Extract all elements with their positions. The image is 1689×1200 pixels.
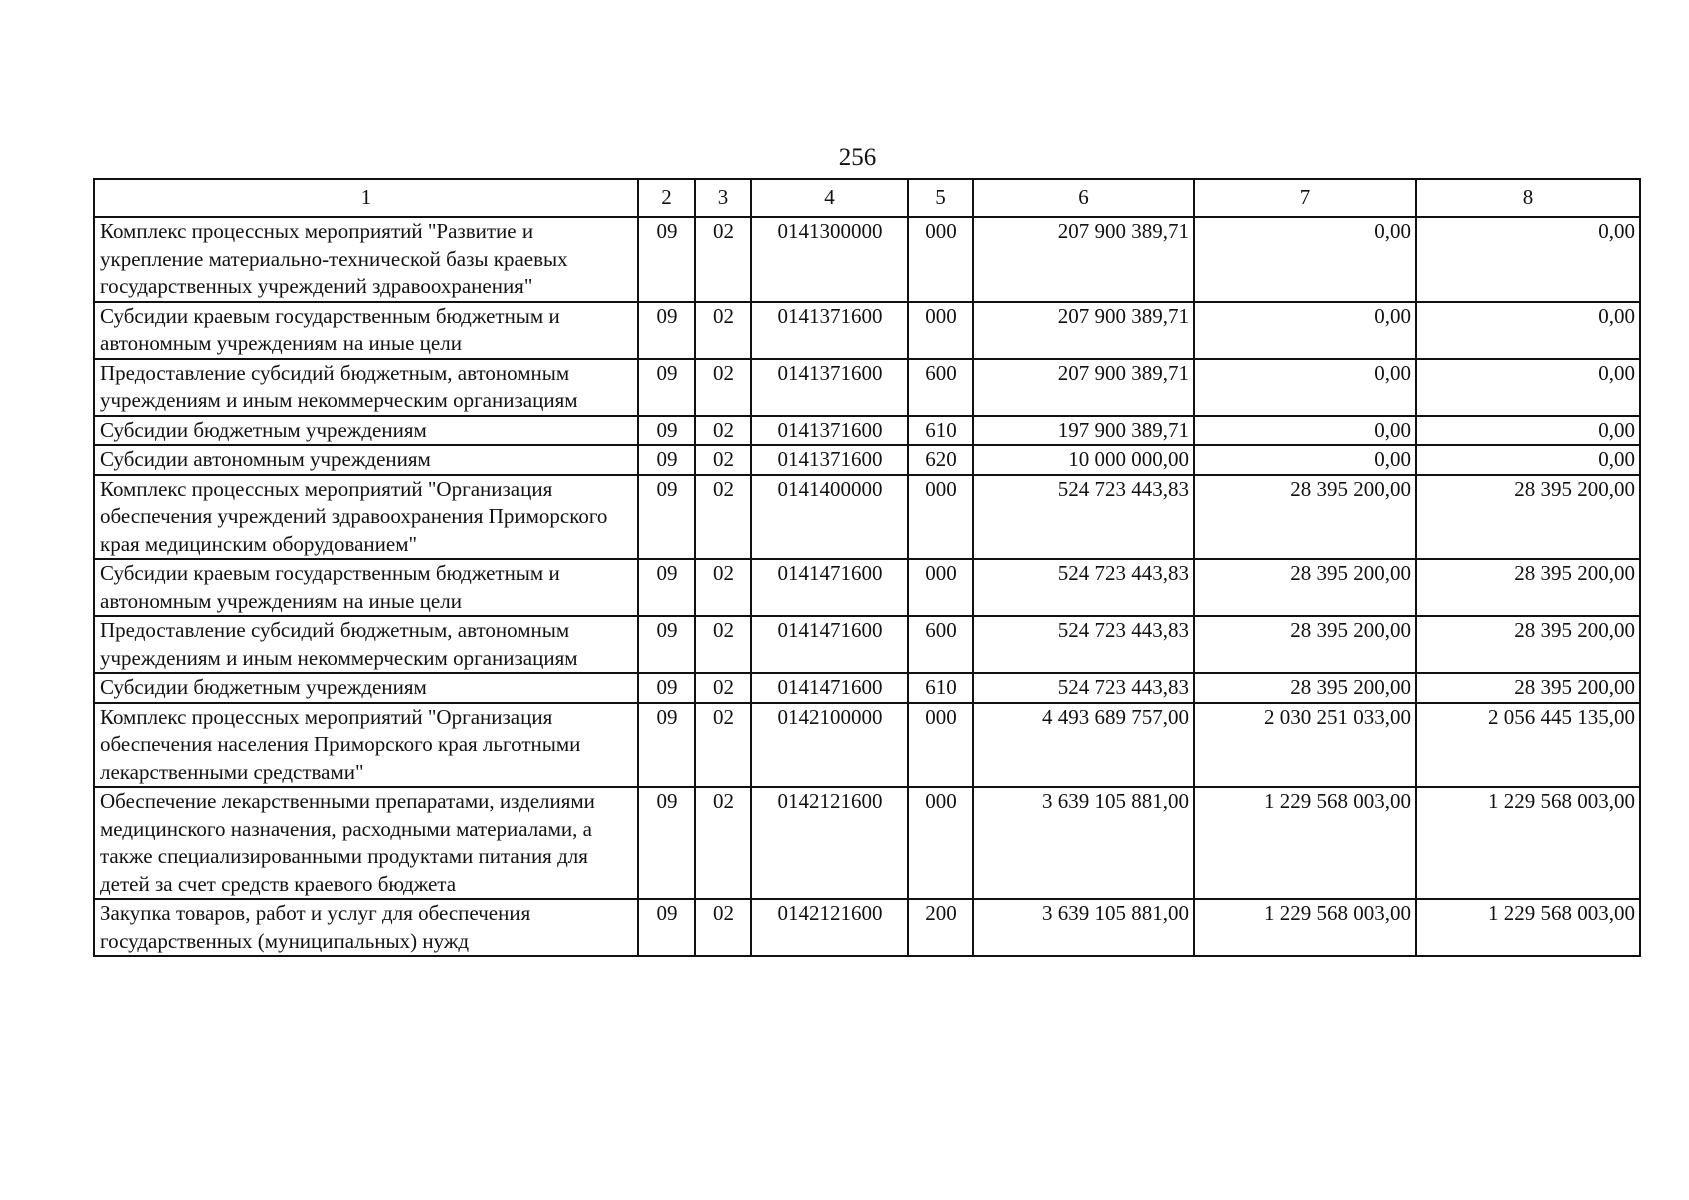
amount-col6: 207 900 389,71	[973, 217, 1194, 302]
target-article-code: 0141300000	[751, 217, 908, 302]
target-article-code: 0141471600	[751, 673, 908, 703]
amount-col8: 0,00	[1416, 416, 1640, 446]
table-row	[94, 359, 1640, 416]
section-code: 09	[638, 445, 695, 475]
target-article-code: 0142121600	[751, 787, 908, 899]
target-article-code: 0141400000	[751, 475, 908, 560]
section-code: 09	[638, 787, 695, 899]
section-code: 09	[638, 616, 695, 673]
amount-col7: 1 229 568 003,00	[1194, 899, 1416, 956]
expense-type-code: 000	[908, 787, 973, 899]
expense-type-code: 000	[908, 559, 973, 616]
subsection-code: 02	[695, 899, 751, 956]
row-name: Обеспечение лекарственными препаратами, изделиями медицинского назначения, расходными материалами, а также специализированными продуктами питания для детей за счет средств краевого бюджета	[94, 787, 638, 899]
header-row	[94, 179, 1640, 217]
target-article-code: 0141371600	[751, 445, 908, 475]
table-row	[94, 559, 1640, 616]
row-name: Субсидии краевым государственным бюджетным и автономным учреждениям на иные цели	[94, 559, 638, 616]
target-article-code: 0141371600	[751, 359, 908, 416]
section-code: 09	[638, 217, 695, 302]
amount-col6: 3 639 105 881,00	[973, 899, 1194, 956]
column-header: 2	[638, 179, 695, 217]
target-article-code: 0141471600	[751, 559, 908, 616]
section-code: 09	[638, 302, 695, 359]
subsection-code: 02	[695, 616, 751, 673]
expense-type-code: 610	[908, 416, 973, 446]
column-header: 8	[1416, 179, 1640, 217]
amount-col7: 0,00	[1194, 416, 1416, 446]
target-article-code: 0142100000	[751, 703, 908, 788]
target-article-code: 0142121600	[751, 899, 908, 956]
amount-col7: 1 229 568 003,00	[1194, 787, 1416, 899]
subsection-code: 02	[695, 673, 751, 703]
amount-col8: 0,00	[1416, 217, 1640, 302]
row-name: Субсидии автономным учреждениям	[94, 445, 638, 475]
section-code: 09	[638, 899, 695, 956]
expense-type-code: 600	[908, 359, 973, 416]
amount-col8: 28 395 200,00	[1416, 616, 1640, 673]
row-name: Комплекс процессных мероприятий "Организация обеспечения учреждений здравоохранения Приморского края медицинским оборудованием"	[94, 475, 638, 560]
page-number: 256	[838, 144, 877, 171]
table-row	[94, 787, 1640, 899]
amount-col6: 524 723 443,83	[973, 673, 1194, 703]
section-code: 09	[638, 359, 695, 416]
amount-col6: 524 723 443,83	[973, 616, 1194, 673]
amount-col6: 524 723 443,83	[973, 559, 1194, 616]
amount-col8: 28 395 200,00	[1416, 673, 1640, 703]
amount-col6: 207 900 389,71	[973, 302, 1194, 359]
section-code: 09	[638, 475, 695, 560]
target-article-code: 0141371600	[751, 416, 908, 446]
table-row	[94, 899, 1640, 956]
amount-col7: 0,00	[1194, 445, 1416, 475]
column-header: 6	[973, 179, 1194, 217]
row-name: Субсидии бюджетным учреждениям	[94, 416, 638, 446]
table-row	[94, 616, 1640, 673]
subsection-code: 02	[695, 787, 751, 899]
amount-col6: 3 639 105 881,00	[973, 787, 1194, 899]
subsection-code: 02	[695, 703, 751, 788]
section-code: 09	[638, 673, 695, 703]
row-name: Субсидии краевым государственным бюджетным и автономным учреждениям на иные цели	[94, 302, 638, 359]
amount-col7: 28 395 200,00	[1194, 559, 1416, 616]
amount-col6: 10 000 000,00	[973, 445, 1194, 475]
column-header: 5	[908, 179, 973, 217]
amount-col8: 0,00	[1416, 302, 1640, 359]
subsection-code: 02	[695, 445, 751, 475]
row-name: Закупка товаров, работ и услуг для обеспечения государственных (муниципальных) нужд	[94, 899, 638, 956]
expense-type-code: 000	[908, 703, 973, 788]
table-row	[94, 416, 1640, 446]
amount-col7: 0,00	[1194, 217, 1416, 302]
target-article-code: 0141471600	[751, 616, 908, 673]
amount-col6: 197 900 389,71	[973, 416, 1194, 446]
subsection-code: 02	[695, 217, 751, 302]
subsection-code: 02	[695, 302, 751, 359]
row-name: Комплекс процессных мероприятий "Организация обеспечения населения Приморского края льготными лекарственными средствами"	[94, 703, 638, 788]
table-row	[94, 475, 1640, 560]
subsection-code: 02	[695, 559, 751, 616]
amount-col7: 0,00	[1194, 359, 1416, 416]
amount-col8: 28 395 200,00	[1416, 559, 1640, 616]
budget-table	[93, 178, 1641, 957]
target-article-code: 0141371600	[751, 302, 908, 359]
subsection-code: 02	[695, 359, 751, 416]
column-header: 7	[1194, 179, 1416, 217]
amount-col8: 1 229 568 003,00	[1416, 899, 1640, 956]
row-name: Комплекс процессных мероприятий "Развитие и укрепление материально-технической базы краевых государственных учреждений здравоохранения"	[94, 217, 638, 302]
subsection-code: 02	[695, 416, 751, 446]
column-header: 1	[94, 179, 638, 217]
table-row	[94, 217, 1640, 302]
table-row	[94, 673, 1640, 703]
row-name: Предоставление субсидий бюджетным, автономным учреждениям и иным некоммерческим организациям	[94, 616, 638, 673]
amount-col8: 28 395 200,00	[1416, 475, 1640, 560]
amount-col7: 28 395 200,00	[1194, 673, 1416, 703]
amount-col8: 0,00	[1416, 445, 1640, 475]
amount-col6: 524 723 443,83	[973, 475, 1194, 560]
subsection-code: 02	[695, 475, 751, 560]
column-header: 3	[695, 179, 751, 217]
table-row	[94, 302, 1640, 359]
column-header: 4	[751, 179, 908, 217]
amount-col7: 2 030 251 033,00	[1194, 703, 1416, 788]
section-code: 09	[638, 416, 695, 446]
expense-type-code: 000	[908, 475, 973, 560]
amount-col7: 0,00	[1194, 302, 1416, 359]
amount-col8: 1 229 568 003,00	[1416, 787, 1640, 899]
expense-type-code: 000	[908, 302, 973, 359]
row-name: Предоставление субсидий бюджетным, автономным учреждениям и иным некоммерческим организациям	[94, 359, 638, 416]
expense-type-code: 600	[908, 616, 973, 673]
row-name: Субсидии бюджетным учреждениям	[94, 673, 638, 703]
amount-col8: 2 056 445 135,00	[1416, 703, 1640, 788]
section-code: 09	[638, 559, 695, 616]
amount-col7: 28 395 200,00	[1194, 616, 1416, 673]
expense-type-code: 610	[908, 673, 973, 703]
expense-type-code: 200	[908, 899, 973, 956]
amount-col6: 207 900 389,71	[973, 359, 1194, 416]
expense-type-code: 620	[908, 445, 973, 475]
amount-col7: 28 395 200,00	[1194, 475, 1416, 560]
amount-col6: 4 493 689 757,00	[973, 703, 1194, 788]
expense-type-code: 000	[908, 217, 973, 302]
section-code: 09	[638, 703, 695, 788]
table-row	[94, 445, 1640, 475]
table-row	[94, 703, 1640, 788]
amount-col8: 0,00	[1416, 359, 1640, 416]
